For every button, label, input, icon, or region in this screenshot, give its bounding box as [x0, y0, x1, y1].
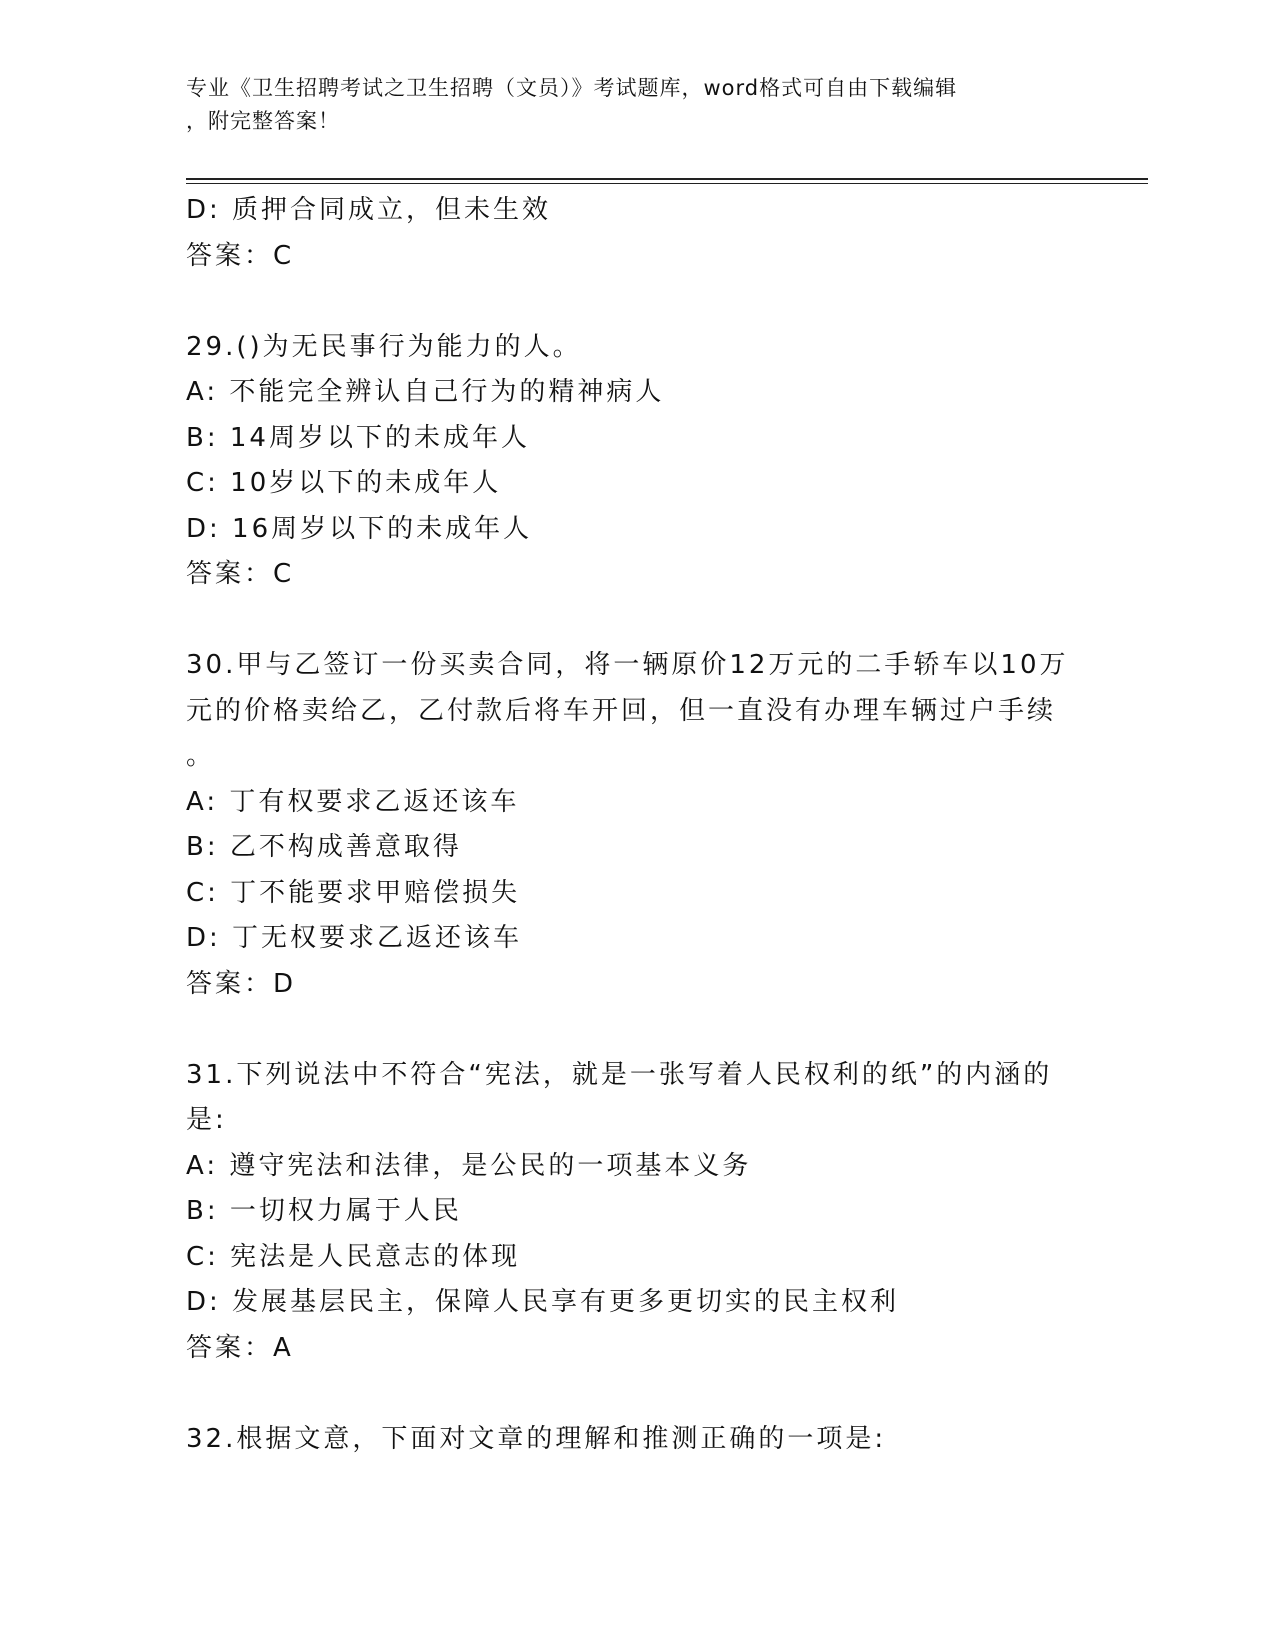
option-d: D: 16周岁以下的未成年人 [186, 513, 533, 544]
spacer [186, 279, 1086, 325]
header-line-2: ，附完整答案！ [186, 109, 340, 133]
header-rule-thick [186, 178, 1148, 180]
option-d: D: 丁无权要求乙返还该车 [186, 923, 523, 953]
question-29 [186, 325, 1086, 598]
option-d: D: 发展基层民主，保障人民享有更多更切实的民主权利 [186, 1287, 900, 1317]
option-b: B: 一切权力属于人民 [186, 1196, 462, 1226]
question-32 [186, 1417, 1086, 1463]
option-b: B: 14周岁以下的未成年人 [186, 422, 530, 453]
option-c: C: 10岁以下的未成年人 [186, 468, 502, 498]
question-text: 32.根据文意，下面对文章的理解和推测正确的一项是: [186, 1423, 887, 1454]
option-a: A: 不能完全辨认自己行为的精神病人 [186, 377, 665, 407]
question-text: 31.下列说法中不符合“宪法，就是一张写着人民权利的纸”的内涵的 是: [186, 1059, 1053, 1135]
option-b: B: 乙不构成善意取得 [186, 832, 462, 862]
spacer [186, 1371, 1086, 1417]
prev-answer: 答案：C [186, 240, 295, 271]
question-text: 30.甲与乙签订一份买卖合同，将一辆原价12万元的二手轿车以10万 元的价格卖给乙，乙付款后将车开回，但一直没有办理车辆过户手续 。 [186, 650, 1069, 771]
page-header [186, 72, 1056, 138]
answer: 答案：D [186, 968, 297, 999]
question-31 [186, 1053, 1086, 1372]
option-c: C: 丁不能要求甲赔偿损失 [186, 877, 521, 908]
question-text: 29.()为无民事行为能力的人。 [186, 331, 582, 362]
spacer [186, 598, 1086, 644]
header-line-1: 专业《卫生招聘考试之卫生招聘（文员）》考试题库，word格式可自由下载编辑 [186, 76, 958, 100]
answer: 答案：C [186, 559, 295, 589]
option-a: A: 遵守宪法和法律，是公民的一项基本义务 [186, 1150, 752, 1181]
header-rule-thin [186, 183, 1148, 184]
prev-option-d: D: 质押合同成立，但未生效 [186, 195, 552, 225]
option-a: A: 丁有权要求乙返还该车 [186, 786, 520, 817]
question-30 [186, 643, 1086, 1007]
question-list [186, 188, 1086, 1462]
spacer [186, 1007, 1086, 1053]
option-c: C: 宪法是人民意志的体现 [186, 1241, 521, 1272]
answer: 答案：A [186, 1332, 294, 1363]
